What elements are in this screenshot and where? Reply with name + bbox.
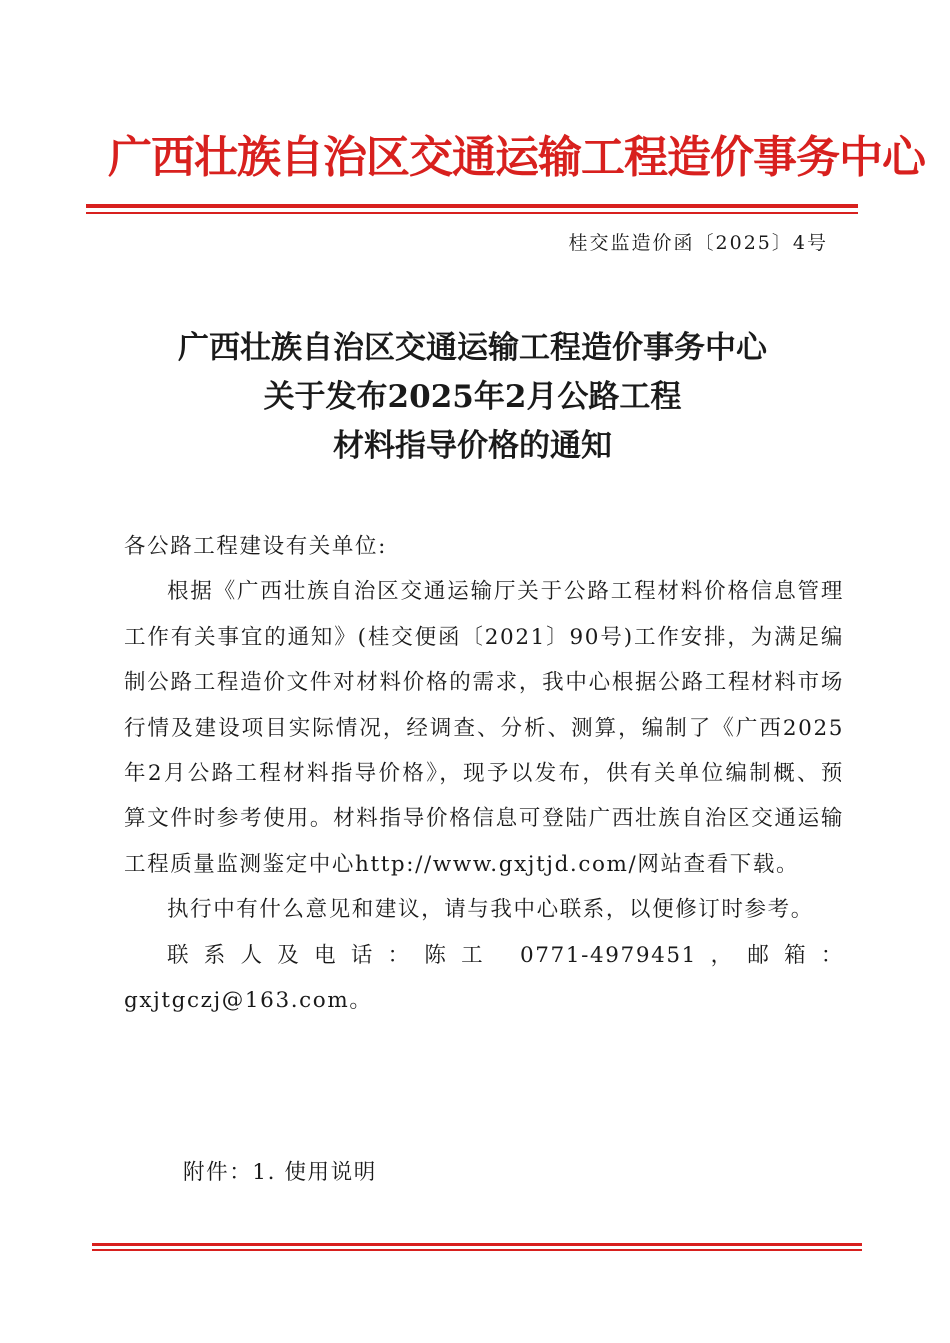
footer-red-rule-thin — [92, 1249, 862, 1251]
title-line-3: 材料指导价格的通知 — [333, 428, 612, 464]
title-line-2: 关于发布2025年2月公路工程 — [263, 379, 682, 415]
contact-paragraph: 联系人及电话：陈工 0771-4979451，邮箱：gxjtgczj@163.com。 — [124, 942, 844, 1014]
document-title — [100, 324, 845, 471]
salutation: 各公路工程建设有关单位: — [124, 534, 387, 559]
document-body — [124, 524, 844, 1023]
body-paragraph-1: 根据《广西壮族自治区交通运输厅关于公路工程材料价格信息管理工作有关事宜的通知》(桂交便函〔2021〕90号)工作安排，为满足编制公路工程造价文件对材料价格的需求，我中心根据公路工程材料市场行情及建设项目实际情况，经调查、分析、测算，编制了《广西2025年2月公路工程材料指导价格》，现予以发布，供有关单位编制概、预算文件时参考使用。材料指导价格信息可登陆广西壮族自治区交通运输工程质量监测鉴定中心http://www.gxjtjd.com/网站查看下载。 — [124, 579, 844, 877]
body-paragraph-2: 执行中有什么意见和建议，请与我中心联系，以便修订时参考。 — [167, 897, 814, 923]
header-red-rule-thick — [86, 204, 858, 208]
attachment-line: 附件：1. 使用说明 — [183, 1160, 377, 1185]
document-number: 桂交监造价函〔2025〕4号 — [568, 232, 828, 254]
footer-red-rule-thick — [92, 1243, 862, 1246]
title-line-1: 广西壮族自治区交通运输工程造价事务中心 — [178, 330, 767, 366]
header-red-rule-thin — [86, 212, 858, 214]
issuing-organization-header: 广西壮族自治区交通运输工程造价事务中心 — [108, 132, 925, 183]
